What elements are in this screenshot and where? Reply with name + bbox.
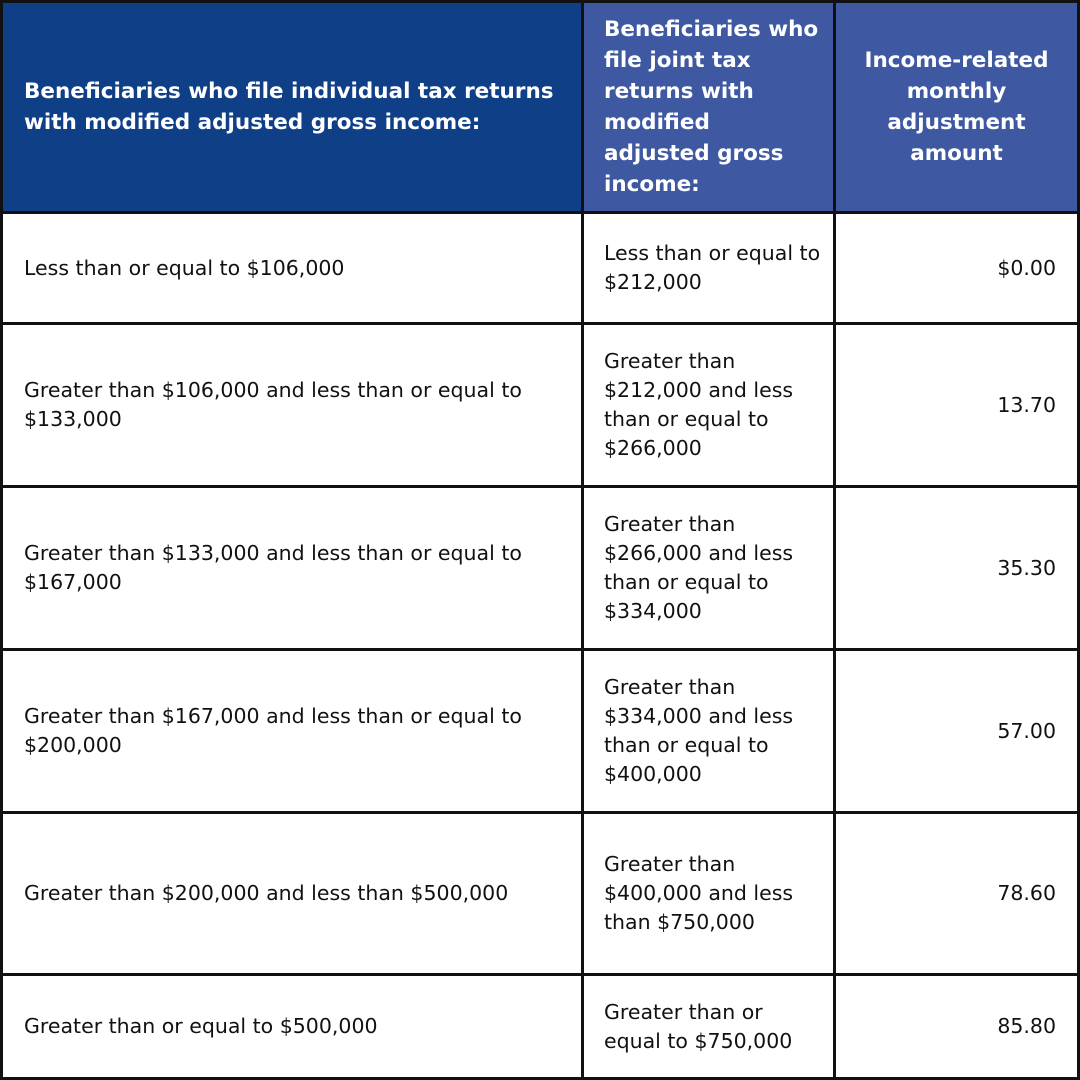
cell-joint: Greater than $212,000 and less than or equal to $266,000 (584, 325, 836, 485)
cell-joint: Greater than $266,000 and less than or equal to $334,000 (584, 488, 836, 648)
cell-individual: Less than or equal to $106,000 (3, 214, 584, 322)
header-individual: Beneficiaries who file individual tax returns with modified adjusted gross income: (3, 3, 584, 211)
header-joint: Beneficiaries who file joint tax returns with modified adjusted gross income: (584, 3, 836, 211)
cell-joint: Greater than $334,000 and less than or equal to $400,000 (584, 651, 836, 811)
cell-individual: Greater than $200,000 and less than $500,000 (3, 814, 584, 973)
table-header-row (3, 3, 1077, 214)
cell-amount: 57.00 (997, 718, 1056, 743)
cell-joint: Greater than or equal to $750,000 (584, 976, 836, 1077)
cell-amount: 85.80 (997, 1014, 1056, 1038)
table-row (3, 325, 1077, 488)
cell-amount: 13.70 (997, 392, 1056, 417)
table-row (3, 976, 1077, 1077)
cell-joint: Greater than $400,000 and less than $750,000 (584, 814, 836, 973)
cell-amount: $0.00 (997, 255, 1056, 280)
cell-individual: Greater than $167,000 and less than or equal to $200,000 (3, 651, 584, 811)
cell-individual: Greater than or equal to $500,000 (3, 976, 584, 1077)
table-row (3, 214, 1077, 325)
table-row (3, 651, 1077, 814)
cell-amount: 35.30 (997, 555, 1056, 580)
cell-amount: 78.60 (997, 881, 1056, 905)
cell-individual: Greater than $133,000 and less than or equal to $167,000 (3, 488, 584, 648)
cell-joint: Less than or equal to $212,000 (584, 214, 836, 322)
table-row (3, 488, 1077, 651)
cell-individual: Greater than $106,000 and less than or equal to $133,000 (3, 325, 584, 485)
table-row (3, 814, 1077, 976)
header-amount: Income-related monthly adjustment amount (836, 3, 1077, 211)
